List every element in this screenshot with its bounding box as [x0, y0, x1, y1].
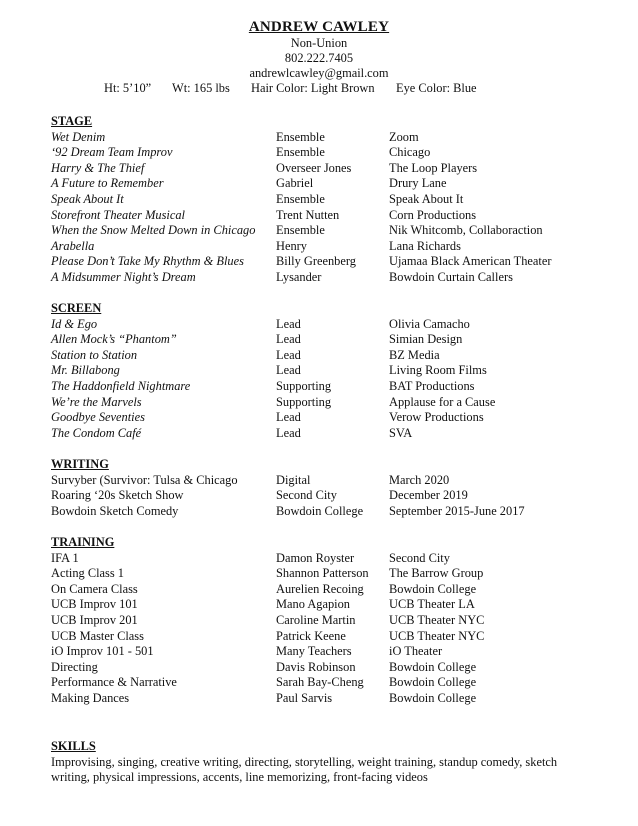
training-section — [51, 535, 611, 707]
credit-title: ‘92 Dream Team Improv — [51, 145, 173, 160]
credit-role: Lead — [276, 425, 301, 440]
credit-title: On Camera Class — [51, 581, 138, 596]
skills-section — [51, 739, 611, 786]
credit-venue: March 2020 — [389, 472, 450, 487]
credit-row — [51, 675, 611, 691]
section-title: WRITING — [51, 457, 109, 471]
credit-row — [51, 410, 611, 426]
credit-venue: Bowdoin College — [389, 659, 477, 674]
credit-role: Caroline Martin — [276, 612, 356, 627]
credit-role: Patrick Keene — [276, 628, 346, 643]
credit-title: We’re the Marvels — [51, 394, 142, 409]
credit-role: Ensemble — [276, 145, 325, 160]
credit-venue: Ujamaa Black American Theater — [389, 254, 552, 269]
credit-title: UCB Improv 101 — [51, 597, 138, 612]
credit-role: Paul Sarvis — [276, 690, 333, 705]
credit-row — [51, 629, 611, 645]
credit-role: Ensemble — [276, 223, 325, 238]
credit-role: Henry — [276, 238, 307, 253]
credit-title: Directing — [51, 659, 98, 674]
section-title: STAGE — [51, 114, 93, 128]
credit-venue: Applause for a Cause — [389, 394, 496, 409]
credit-role: Trent Nutten — [276, 207, 340, 222]
credit-venue: Chicago — [389, 145, 431, 160]
actor-name: ANDREW CAWLEY — [248, 19, 390, 35]
credit-role: Mano Agapion — [276, 597, 350, 612]
credit-list — [51, 473, 611, 520]
credit-venue: iO Theater — [389, 644, 443, 659]
credit-row — [51, 551, 611, 567]
credit-title: Storefront Theater Musical — [51, 207, 185, 222]
credit-venue: Speak About It — [389, 191, 464, 206]
credit-venue: UCB Theater LA — [389, 597, 475, 612]
credit-title: Mr. Billabong — [51, 363, 120, 378]
hair-color-stat: Hair Color: Light Brown — [251, 81, 375, 95]
credit-venue: Zoom — [389, 129, 419, 144]
credit-title: Id & Ego — [51, 316, 98, 331]
credit-title: Goodbye Seventies — [51, 410, 145, 425]
credit-title: UCB Master Class — [51, 628, 144, 643]
credit-title: Roaring ‘20s Sketch Show — [51, 488, 184, 503]
credit-row — [51, 660, 611, 676]
credit-title: Wet Denim — [51, 129, 106, 144]
credit-venue: December 2019 — [389, 488, 468, 503]
credit-venue: Second City — [389, 550, 450, 565]
credit-title: IFA 1 — [51, 550, 79, 565]
credit-role: Digital — [276, 472, 311, 487]
height-stat: Ht: 5’10” — [104, 81, 152, 95]
credit-role: Gabriel — [276, 176, 314, 191]
writing-section — [51, 457, 611, 519]
credit-venue: Drury Lane — [389, 176, 447, 191]
credit-row — [51, 348, 611, 364]
credit-role: Billy Greenberg — [276, 254, 356, 269]
credit-list — [51, 551, 611, 707]
credit-venue: BAT Productions — [389, 378, 475, 393]
phone-number: 802.222.7405 — [284, 51, 354, 65]
credit-role: Many Teachers — [276, 644, 352, 659]
credit-row — [51, 270, 611, 286]
credit-title: The Haddonfield Nightmare — [51, 378, 191, 393]
credit-role: Lead — [276, 363, 301, 378]
weight-stat: Wt: 165 lbs — [172, 81, 230, 95]
credit-row — [51, 488, 611, 504]
credit-role: Second City — [276, 488, 337, 503]
credit-title: Station to Station — [51, 347, 138, 362]
credit-role: Ensemble — [276, 129, 325, 144]
credit-row — [51, 363, 611, 379]
credit-venue: Living Room Films — [389, 363, 487, 378]
credit-venue: Nik Whitcomb, Collaboraction — [389, 223, 543, 238]
credit-role: Aurelien Recoing — [276, 581, 364, 596]
credit-venue: Corn Productions — [389, 207, 477, 222]
credit-row — [51, 208, 611, 224]
credit-title: Performance & Narrative — [51, 675, 177, 690]
credit-title: Making Dances — [51, 690, 130, 705]
credit-row — [51, 145, 611, 161]
credit-title: Allen Mock’s “Phantom” — [51, 332, 177, 347]
credit-venue: Bowdoin College — [389, 581, 477, 596]
credit-title: Arabella — [51, 238, 95, 253]
credit-row — [51, 332, 611, 348]
credit-row — [51, 239, 611, 255]
credit-venue: Lana Richards — [389, 238, 461, 253]
credit-venue: September 2015-June 2017 — [389, 503, 525, 518]
credit-row — [51, 597, 611, 613]
credit-row — [51, 161, 611, 177]
credit-role: Supporting — [276, 394, 332, 409]
credit-row — [51, 176, 611, 192]
credit-role: Ensemble — [276, 191, 325, 206]
credit-role: Overseer Jones — [276, 160, 352, 175]
credit-title: When the Snow Melted Down in Chicago — [51, 223, 256, 238]
union-status: Non-Union — [290, 36, 348, 50]
credit-row — [51, 223, 611, 239]
section-title: TRAINING — [51, 535, 115, 549]
credit-title: UCB Improv 201 — [51, 612, 138, 627]
credit-venue: Olivia Camacho — [389, 316, 470, 331]
credit-row — [51, 130, 611, 146]
resume-header — [0, 18, 638, 81]
credit-role: Lead — [276, 410, 301, 425]
credit-row — [51, 582, 611, 598]
credit-venue: Bowdoin College — [389, 675, 477, 690]
credit-venue: The Barrow Group — [389, 566, 484, 581]
credit-row — [51, 379, 611, 395]
credit-venue: Verow Productions — [389, 410, 484, 425]
credit-role: Shannon Patterson — [276, 566, 369, 581]
credit-title: Acting Class 1 — [51, 566, 124, 581]
credit-role: Damon Royster — [276, 550, 355, 565]
credit-row — [51, 473, 611, 489]
credit-venue: UCB Theater NYC — [389, 628, 485, 643]
credit-list — [51, 130, 611, 286]
credit-title: Speak About It — [51, 191, 124, 206]
credit-venue: Simian Design — [389, 332, 463, 347]
credit-venue: BZ Media — [389, 347, 440, 362]
credit-row — [51, 192, 611, 208]
email-address: andrewlcawley@gmail.com — [249, 66, 389, 80]
credit-row — [51, 426, 611, 442]
screen-section — [51, 301, 611, 441]
section-title: SCREEN — [51, 301, 102, 315]
credit-role: Davis Robinson — [276, 659, 356, 674]
credit-venue: UCB Theater NYC — [389, 612, 485, 627]
credit-role: Lead — [276, 332, 301, 347]
credit-row — [51, 691, 611, 707]
credit-role: Bowdoin College — [276, 503, 364, 518]
credit-row — [51, 613, 611, 629]
credit-row — [51, 395, 611, 411]
skills-list: Improvising, singing, creative writing, directing, storytelling, weight training, standup comedy, sketch writing, physical impressions, accents, line memorizing, front-facing videos — [51, 754, 558, 785]
physical-stats — [0, 81, 638, 97]
credit-venue: The Loop Players — [389, 160, 478, 175]
credit-role: Supporting — [276, 378, 332, 393]
credit-title: Survyber (Survivor: Tulsa & Chicago — [51, 472, 238, 487]
section-title: SKILLS — [51, 739, 96, 753]
credit-title: Harry & The Thief — [51, 160, 145, 175]
eye-color-stat: Eye Color: Blue — [396, 81, 477, 95]
credit-role: Lead — [276, 316, 301, 331]
credit-row — [51, 317, 611, 333]
credit-row — [51, 254, 611, 270]
credit-role: Lead — [276, 347, 301, 362]
credit-list — [51, 317, 611, 442]
credit-role: Sarah Bay-Cheng — [276, 675, 364, 690]
credit-venue: Bowdoin College — [389, 690, 477, 705]
credit-role: Lysander — [276, 269, 322, 284]
credit-venue: Bowdoin Curtain Callers — [389, 269, 513, 284]
credit-title: A Future to Remember — [51, 176, 164, 191]
credit-title: A Midsummer Night’s Dream — [51, 269, 196, 284]
credit-venue: SVA — [389, 425, 413, 440]
credit-title: The Condom Café — [51, 425, 142, 440]
credit-title: iO Improv 101 - 501 — [51, 644, 154, 659]
stage-section — [51, 114, 611, 286]
credit-row — [51, 644, 611, 660]
credit-row — [51, 504, 611, 520]
credit-title: Bowdoin Sketch Comedy — [51, 503, 179, 518]
credit-row — [51, 566, 611, 582]
credit-title: Please Don’t Take My Rhythm & Blues — [51, 254, 244, 269]
